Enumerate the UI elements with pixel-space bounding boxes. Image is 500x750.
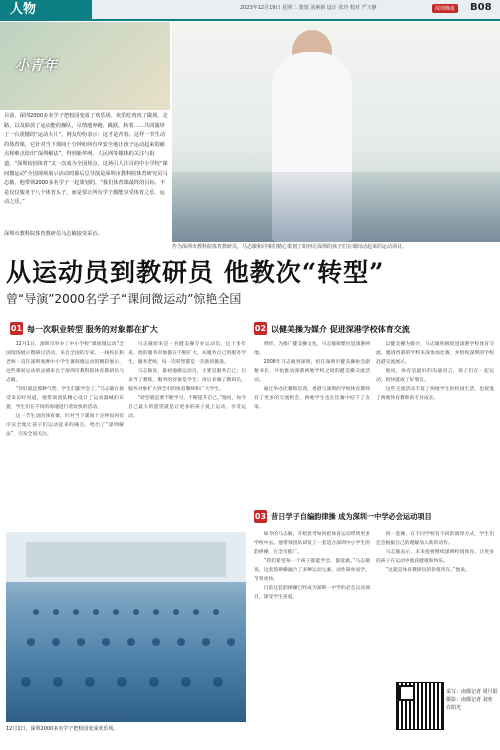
- header-meta: 2023年12月19日 星期二 策划 刘素新 设计 张玲 校对 严玉静: [240, 5, 377, 11]
- section-number: 01: [10, 324, 23, 333]
- paragraph: 如今的马志敏，开始思考如何把体育运动带到更多学校中去。他带领团队研发了一套适合深圳中小学生的韵律操，在全市推广。: [254, 532, 370, 555]
- article-column-3: [254, 340, 370, 500]
- qr-code-icon: [396, 682, 444, 730]
- bottom-photo-caption: 12月1日，深圳2000多名学子把校园变成欢乐场。: [6, 726, 119, 732]
- credit-writer: 采写：南都记者 周旦阳: [446, 689, 498, 695]
- article-column-1: [6, 340, 124, 526]
- main-photo-caption: 作为深圳市教科院体育教研员，马志敏和同事们精心策划了如何让深圳的孩子们在课间动起来的运动项目。: [172, 244, 408, 250]
- qr-finder: [399, 685, 415, 701]
- paragraph: 这些交流活动丰富了两地学生的校园生活，也促进了两地体育教师的专业成长。: [376, 387, 494, 401]
- section-number: 02: [254, 324, 267, 333]
- paragraph: 12月1日，深圳市举办了中小学校“课间微运动”全国现场展示暨研讨活动，来自全国的专家、一线校长和老师一直在深圳观摩中小学生课间微运动的精彩展示，这些课间运动的灵感来自于深圳市教科院体育教研员马志敏。: [6, 342, 124, 383]
- paragraph: 马志敏原来是一名健美操专业运动员，这十多年来，他的服务对象都在不断扩大，从服务自己到服务学生、服务老师，每一次转型都是一次新的挑战。: [128, 342, 246, 365]
- paragraph: 目前这套韵律操已经成为深圳一中学的必会运动项目，深受学生喜爱。: [254, 586, 370, 600]
- paragraph: 同一套操，在不同学校有不同的演绎方式，学生们还会根据自己的理解加入新的动作。: [376, 532, 494, 546]
- section-number: 03: [254, 512, 267, 521]
- paragraph: 通过举办比赛和培训，香港与深圳的学校体育教师有了更多的交流机会，两地学生也在比赛中结下了友谊。: [254, 387, 370, 410]
- paragraph: “我们希望每一个孩子都能学会、都爱做。”马志敏说，这套韵律操融合了多种运动元素，动作简单易学，节奏欢快。: [254, 559, 370, 582]
- section-title: 每一次职业转型 服务的对象都在扩大: [27, 325, 158, 334]
- credit-photo: 摄影：南都记者 刘奕: [446, 697, 493, 703]
- article-column-6: [376, 530, 494, 678]
- intro-end: 深圳市教科院体育教研员马志敏接受采访。: [4, 231, 103, 237]
- article-column-2: [128, 340, 246, 526]
- paragraph: “你好就是那种气势，学生们都学会了。”马志敏在接受采访时说道，他带领团队精心设计了运动器械的布置，学生们在不同的场地进行着欢快的活动。: [6, 387, 124, 410]
- page-number: B08: [470, 2, 492, 13]
- header-badge: 深圳晚报: [432, 4, 458, 13]
- paragraph: 曾经，为推广健美操文化，马志敏频繁往返深港两地。: [254, 342, 370, 356]
- main-photo: [172, 22, 500, 242]
- paragraph: “转型就是要不断学习，不断提升自己。”他说，如今自己最大的愿望就是让更多的孩子爱上运动、享受运动。: [128, 396, 246, 419]
- article-column-5: [254, 530, 370, 726]
- paragraph: 马志敏说，最初他做运动员，主要是服务自己；后来当了教练，服务的对象是学生；再后来做了教研员，服务对象扩大到全市的体育教师和广大学生。: [128, 369, 246, 392]
- credits: [446, 688, 498, 712]
- section-title: 以健美操为媒介 促进深港学校体育交流: [271, 325, 410, 334]
- section-tag: 人物: [0, 0, 92, 19]
- header-rule: [0, 19, 500, 21]
- paragraph: 2008年马志敏到深圳，担任深圳市健美操协会副秘书长，开始推动深港两地学校之间的健美操交流活动。: [254, 360, 370, 383]
- headline: 从运动员到教研员 他教次“转型”: [6, 258, 385, 287]
- article-column-4: [376, 340, 494, 500]
- paragraph: 马志敏表示，未来他将继续深耕校园体育，让更多的孩子在运动中收获健康和快乐。: [376, 550, 494, 564]
- bottom-photo: [6, 532, 246, 722]
- column-logo: 小青年: [15, 58, 57, 74]
- paragraph: “这就是体育教研员的价值所在。”他说。: [385, 568, 470, 573]
- paragraph: 以健美操为媒介，马志敏积极促进深港学校体育交流，邀请香港的学校来深参加比赛，并组织深圳的学校赴港交流展示。: [376, 342, 494, 365]
- paragraph: 这一节生动的体育课，针对当下课间十分钟如何有序安全地让孩子们运动起来的痛点，给出了“深圳解法”，引发全国关注。: [6, 414, 124, 437]
- photo-students: [172, 172, 500, 242]
- subheadline: 曾“导演”2000名学子“课间微运动”惊艳全国: [6, 292, 242, 306]
- students-exercise-illustration: [6, 532, 246, 722]
- paragraph: 他说，体育是最好的沟通语言，孩子们在一起运动，很快就成了好朋友。: [376, 369, 494, 383]
- intro-text: 目前，深圳2000多名学子把校园变成了欢乐场，欢乐吃肉肉了做场，走路，以及除放了运动能的操队，尽情地奔跑，跳跃，转着……共同演绎了一台震撼的“运动大片”。网友纷纷表示：这才是青春。这样一节生动的体育课，它针对当下课间十分钟如何有序安全地让孩子运动起来的痛点和难点给出“深圳解法”，得到新华网、人民网等媒体的关注与报道。“深圳校园体育”又一次成为全国焦点。这场引人注目的中小学校“课间微运动”全国现场展示活动的幕后总导演是深圳市教科院体育研究员马志敏，他带领2000多名学子一起策划的，“我们体育课最终的目标，不是仅仅服务于八个体育头子，而是要让所有学子都能享受体育之乐、运动之乐。”: [4, 113, 168, 206]
- section-title: 昔日学子自编韵律操 成为深圳一中学必会运动项目: [271, 512, 432, 521]
- credit-photo-2: 许阳光: [446, 705, 462, 711]
